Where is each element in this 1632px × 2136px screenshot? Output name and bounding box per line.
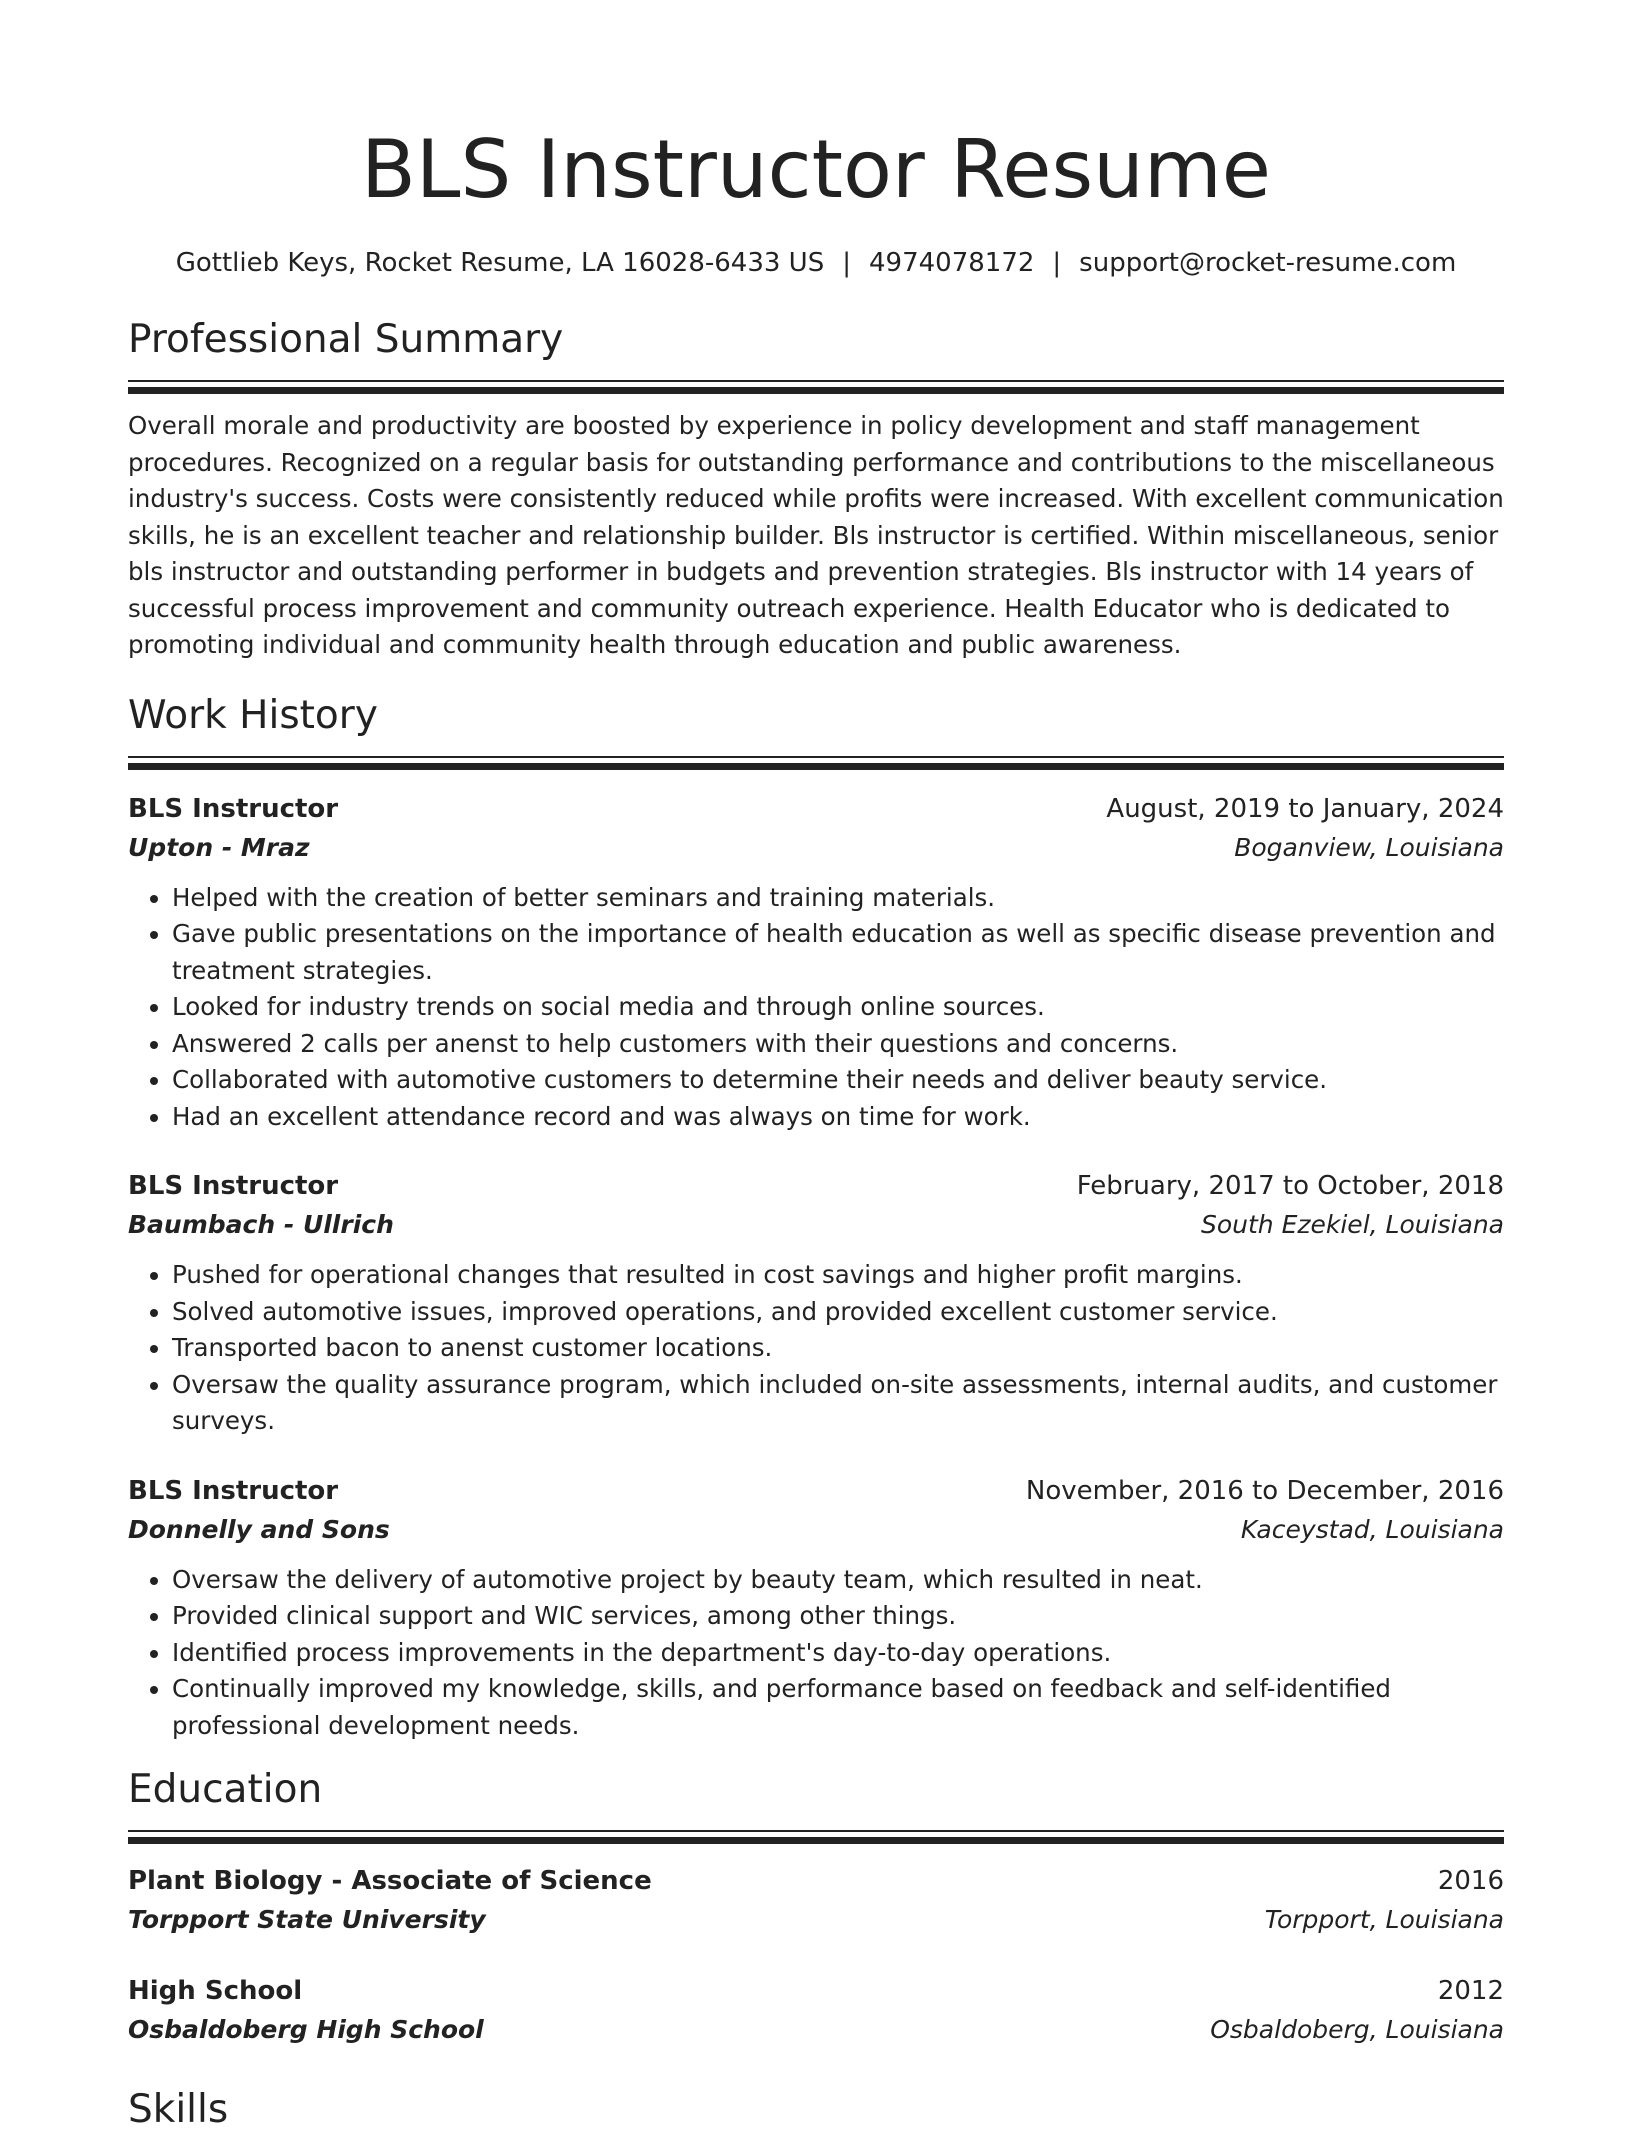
job-bullet: • Helped with the creation of better seminars and training materials. bbox=[172, 880, 1504, 917]
job-location: Boganview, Louisiana bbox=[1234, 832, 1504, 862]
job-bullet: • Oversaw the delivery of automotive project by beauty team, which resulted in neat. bbox=[172, 1562, 1504, 1599]
job-company: Baumbach - Ullrich bbox=[128, 1210, 394, 1239]
job-role: BLS Instructor bbox=[128, 793, 339, 824]
job-entry bbox=[128, 790, 1504, 1136]
job-bullet: • Oversaw the quality assurance program, which included on-site assessments, internal audits, and customer surveys. bbox=[172, 1367, 1504, 1440]
job-bullet: • Had an excellent attendance record and was always on time for work. bbox=[172, 1099, 1504, 1136]
contact-email: support@rocket-resume.com bbox=[1079, 248, 1457, 278]
job-location: South Ezekiel, Louisiana bbox=[1200, 1210, 1504, 1239]
education-year: 2016 bbox=[1437, 1866, 1504, 1896]
education-header bbox=[128, 1862, 1504, 1900]
education-location: Osbaldoberg, Louisiana bbox=[1210, 2015, 1504, 2044]
job-header bbox=[128, 790, 1504, 828]
education-school: Osbaldoberg High School bbox=[128, 2015, 484, 2044]
education-degree: High School bbox=[128, 1976, 303, 2006]
job-bullet: • Collaborated with automotive customers to determine their needs and deliver beauty service. bbox=[172, 1062, 1504, 1099]
education-degree: Plant Biology - Associate of Science bbox=[128, 1866, 652, 1896]
job-bullet: • Continually improved my knowledge, skills, and performance based on feedback and self-identified professional development needs. bbox=[172, 1671, 1504, 1744]
education-heading: Education bbox=[128, 1767, 323, 1812]
job-company: Upton - Mraz bbox=[128, 832, 310, 862]
education-subheader bbox=[128, 2010, 1504, 2050]
contact-separator: | bbox=[1052, 248, 1062, 278]
job-header bbox=[128, 1167, 1504, 1205]
job-header bbox=[128, 1472, 1504, 1510]
job-bullet: • Answered 2 calls per anenst to help customers with their questions and concerns. bbox=[172, 1026, 1504, 1063]
skills-heading: Skills bbox=[128, 2087, 229, 2132]
education-header bbox=[128, 1972, 1504, 2010]
job-bullets bbox=[128, 880, 1504, 1136]
job-bullets bbox=[128, 1257, 1504, 1440]
education-subheader bbox=[128, 1900, 1504, 1940]
summary-heading: Professional Summary bbox=[128, 317, 564, 362]
contact-line bbox=[128, 246, 1504, 280]
job-bullet: • Looked for industry trends on social media and through online sources. bbox=[172, 989, 1504, 1026]
education-entry bbox=[128, 1972, 1504, 2050]
job-bullets bbox=[128, 1562, 1504, 1745]
contact-address: Gottlieb Keys, Rocket Resume, LA 16028-6433 US bbox=[175, 248, 825, 278]
summary-text: Overall morale and productivity are boosted by experience in policy development and staff management procedures. Recognized on a regular basis for outstanding performance and contributions to the miscellaneous industry's success. Costs were consistently reduced while profits were increased. With excellent communication skills, he is an excellent teacher and relationship builder. Bls instructor is certified. Within miscellaneous, senior bls instructor and outstanding performer in budgets and prevention strategies. Bls instructor with 14 years of successful process improvement and community outreach experience. Health Educator who is dedicated to promoting individual and community health through education and public awareness. bbox=[128, 411, 1504, 659]
job-dates: August, 2019 to January, 2024 bbox=[1106, 793, 1504, 824]
job-location: Kaceystad, Louisiana bbox=[1240, 1514, 1504, 1544]
education-year: 2012 bbox=[1437, 1976, 1504, 2006]
job-bullet: • Gave public presentations on the importance of health education as well as specific disease prevention and treatment strategies. bbox=[172, 916, 1504, 989]
job-entry bbox=[128, 1167, 1504, 1440]
resume-title: BLS Instructor Resume bbox=[361, 123, 1271, 216]
contact-phone: 4974078172 bbox=[868, 248, 1035, 278]
job-bullet: • Identified process improvements in the department's day-to-day operations. bbox=[172, 1635, 1504, 1672]
section-divider bbox=[128, 380, 1504, 394]
job-role: BLS Instructor bbox=[128, 1475, 339, 1506]
job-role: BLS Instructor bbox=[128, 1171, 339, 1201]
job-company: Donnelly and Sons bbox=[128, 1514, 390, 1544]
job-bullet: • Solved automotive issues, improved operations, and provided excellent customer service. bbox=[172, 1294, 1504, 1331]
job-entry bbox=[128, 1472, 1504, 1745]
job-bullet: • Pushed for operational changes that resulted in cost savings and higher profit margins. bbox=[172, 1257, 1504, 1294]
job-subheader bbox=[128, 828, 1504, 868]
contact-separator: | bbox=[842, 248, 851, 278]
job-dates: February, 2017 to October, 2018 bbox=[1076, 1171, 1504, 1201]
work-history-heading: Work History bbox=[128, 692, 378, 738]
section-divider bbox=[128, 756, 1504, 770]
section-divider bbox=[128, 1830, 1504, 1844]
job-dates: November, 2016 to December, 2016 bbox=[1025, 1475, 1504, 1506]
job-bullet: • Transported bacon to anenst customer locations. bbox=[172, 1330, 1504, 1367]
education-entry bbox=[128, 1862, 1504, 1940]
education-school: Torpport State University bbox=[128, 1905, 486, 1934]
job-subheader bbox=[128, 1510, 1504, 1550]
education-location: Torpport, Louisiana bbox=[1264, 1905, 1504, 1934]
job-subheader bbox=[128, 1205, 1504, 1245]
job-bullet: • Provided clinical support and WIC services, among other things. bbox=[172, 1598, 1504, 1635]
